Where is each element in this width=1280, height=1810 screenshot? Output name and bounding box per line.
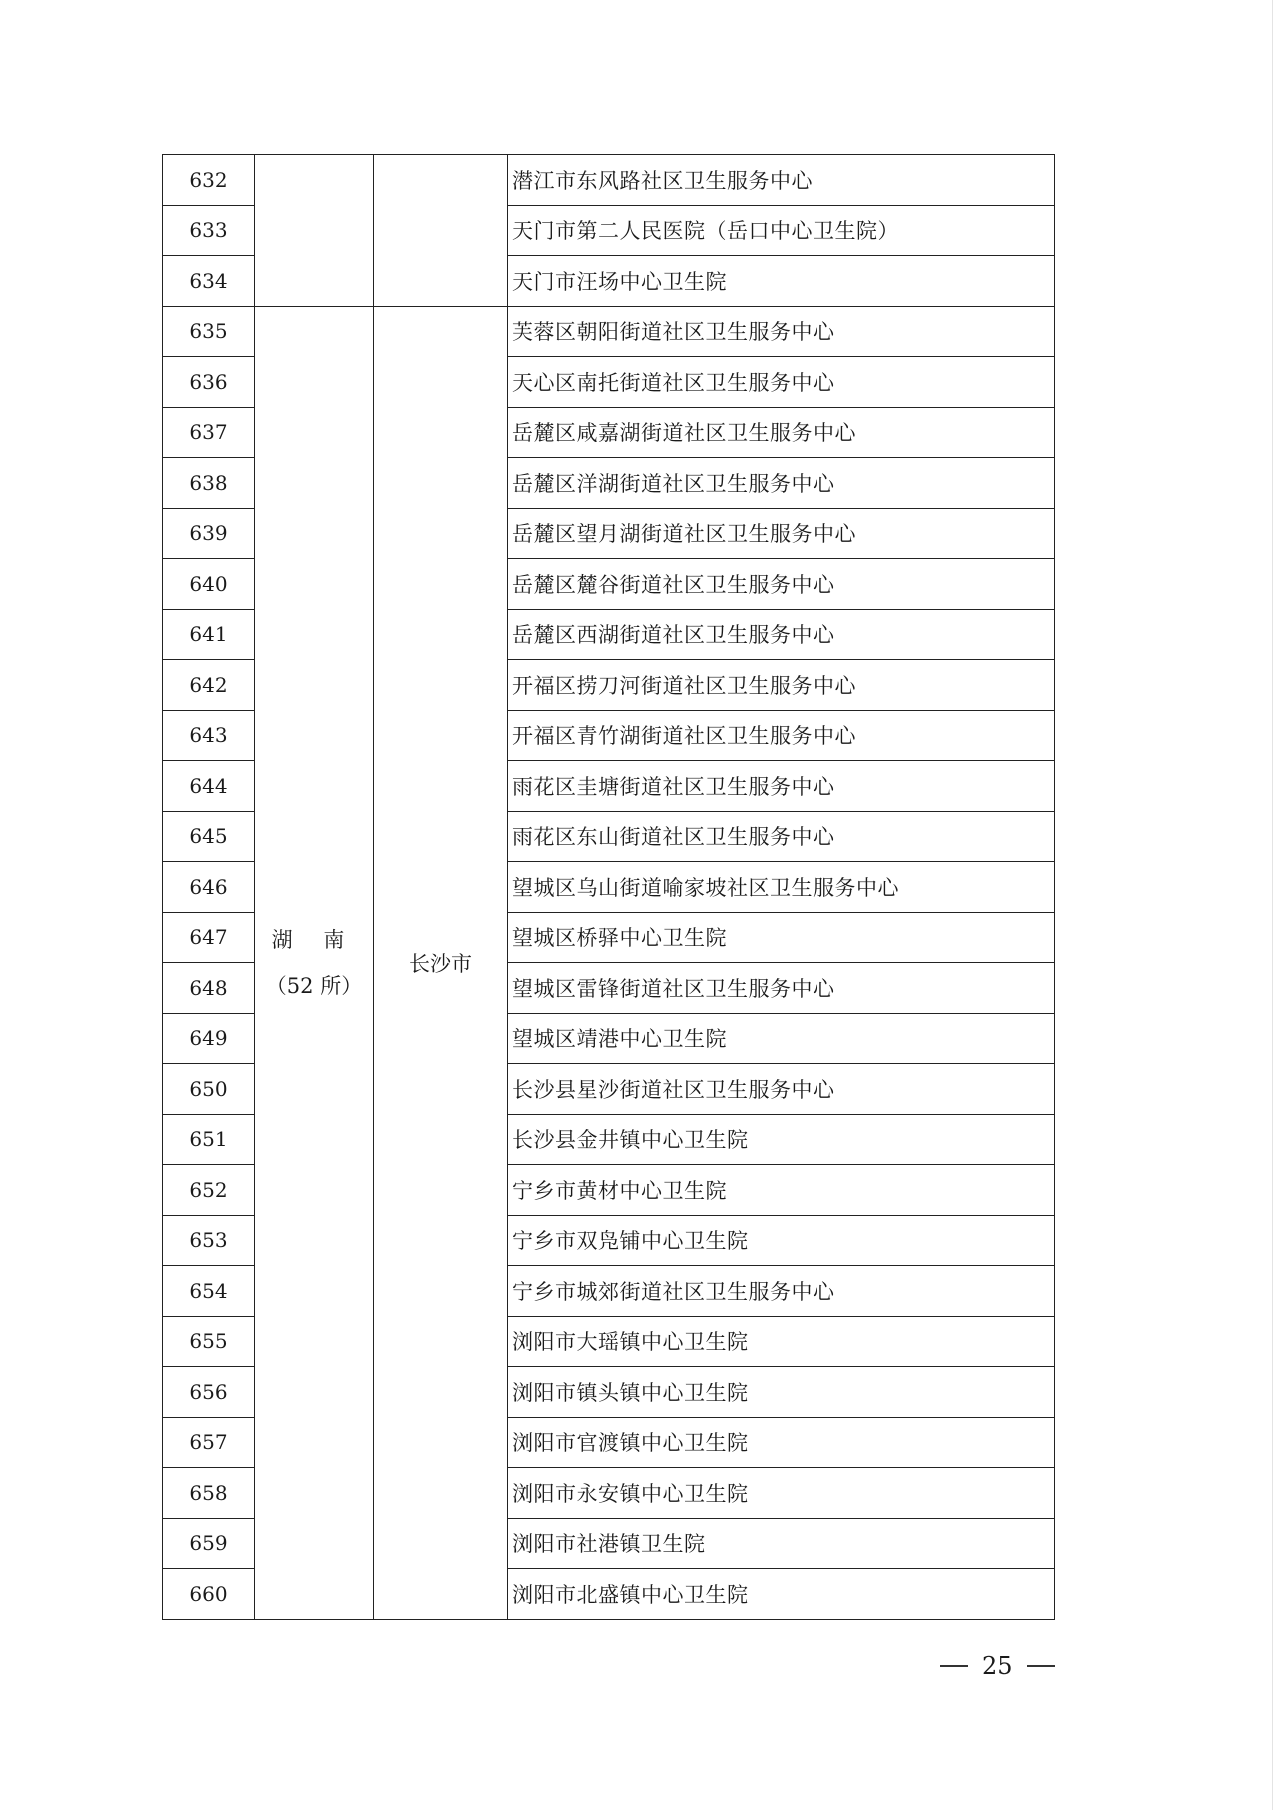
province-cell (255, 306, 374, 1619)
institution-table-container (162, 154, 1054, 1620)
institution-name: 宁乡市黄材中心卫生院 (508, 1165, 1055, 1216)
row-number: 636 (163, 357, 255, 408)
institution-name: 岳麓区麓谷街道社区卫生服务中心 (508, 559, 1055, 610)
row-number: 633 (163, 205, 255, 256)
province-name: 湖 南 (271, 927, 357, 952)
row-number: 648 (163, 963, 255, 1014)
row-number: 645 (163, 811, 255, 862)
institution-name: 宁乡市双凫铺中心卫生院 (508, 1215, 1055, 1266)
row-number: 653 (163, 1215, 255, 1266)
row-number: 637 (163, 407, 255, 458)
row-number: 647 (163, 912, 255, 963)
institution-name: 岳麓区洋湖街道社区卫生服务中心 (508, 458, 1055, 509)
page-footer (940, 1652, 1055, 1680)
page-number: 25 (982, 1652, 1013, 1680)
institution-name: 潜江市东风路社区卫生服务中心 (508, 155, 1055, 206)
row-number: 642 (163, 660, 255, 711)
row-number: 638 (163, 458, 255, 509)
institution-name: 开福区青竹湖街道社区卫生服务中心 (508, 710, 1055, 761)
institution-name: 浏阳市官渡镇中心卫生院 (508, 1417, 1055, 1468)
institution-name: 雨花区圭塘街道社区卫生服务中心 (508, 761, 1055, 812)
row-number: 632 (163, 155, 255, 206)
province-count: （52 所） (265, 973, 363, 998)
footer-dash-left (940, 1665, 968, 1667)
institution-table-body (163, 155, 1055, 1620)
footer-dash-right (1027, 1665, 1055, 1667)
row-number: 650 (163, 1064, 255, 1115)
institution-name: 浏阳市永安镇中心卫生院 (508, 1468, 1055, 1519)
institution-name: 开福区捞刀河街道社区卫生服务中心 (508, 660, 1055, 711)
row-number: 635 (163, 306, 255, 357)
institution-name: 浏阳市社港镇卫生院 (508, 1518, 1055, 1569)
row-number: 643 (163, 710, 255, 761)
institution-name: 浏阳市镇头镇中心卫生院 (508, 1367, 1055, 1418)
row-number: 644 (163, 761, 255, 812)
row-number: 659 (163, 1518, 255, 1569)
row-number: 639 (163, 508, 255, 559)
institution-name: 长沙县金井镇中心卫生院 (508, 1114, 1055, 1165)
city-cell: 长沙市 (374, 306, 508, 1619)
row-number: 655 (163, 1316, 255, 1367)
table-row (163, 155, 1055, 206)
institution-name: 岳麓区咸嘉湖街道社区卫生服务中心 (508, 407, 1055, 458)
row-number: 652 (163, 1165, 255, 1216)
row-number: 656 (163, 1367, 255, 1418)
row-number: 651 (163, 1114, 255, 1165)
institution-name: 浏阳市大瑶镇中心卫生院 (508, 1316, 1055, 1367)
row-number: 657 (163, 1417, 255, 1468)
row-number: 641 (163, 609, 255, 660)
row-number: 654 (163, 1266, 255, 1317)
institution-name: 望城区雷锋街道社区卫生服务中心 (508, 963, 1055, 1014)
institution-table (162, 154, 1055, 1620)
row-number: 658 (163, 1468, 255, 1519)
institution-name: 望城区桥驿中心卫生院 (508, 912, 1055, 963)
province-cell-previous (255, 155, 374, 307)
row-number: 646 (163, 862, 255, 913)
institution-name: 天门市汪场中心卫生院 (508, 256, 1055, 307)
scan-edge-line (1272, 0, 1273, 1810)
institution-name: 雨花区东山街道社区卫生服务中心 (508, 811, 1055, 862)
institution-name: 芙蓉区朝阳街道社区卫生服务中心 (508, 306, 1055, 357)
institution-name: 望城区乌山街道喻家坡社区卫生服务中心 (508, 862, 1055, 913)
row-number: 634 (163, 256, 255, 307)
institution-name: 岳麓区西湖街道社区卫生服务中心 (508, 609, 1055, 660)
row-number: 640 (163, 559, 255, 610)
institution-name: 天心区南托街道社区卫生服务中心 (508, 357, 1055, 408)
row-number: 660 (163, 1569, 255, 1620)
institution-name: 宁乡市城郊街道社区卫生服务中心 (508, 1266, 1055, 1317)
city-cell-previous (374, 155, 508, 307)
table-row (163, 306, 1055, 357)
institution-name: 天门市第二人民医院（岳口中心卫生院） (508, 205, 1055, 256)
institution-name: 浏阳市北盛镇中心卫生院 (508, 1569, 1055, 1620)
institution-name: 岳麓区望月湖街道社区卫生服务中心 (508, 508, 1055, 559)
institution-name: 长沙县星沙街道社区卫生服务中心 (508, 1064, 1055, 1115)
institution-name: 望城区靖港中心卫生院 (508, 1013, 1055, 1064)
row-number: 649 (163, 1013, 255, 1064)
